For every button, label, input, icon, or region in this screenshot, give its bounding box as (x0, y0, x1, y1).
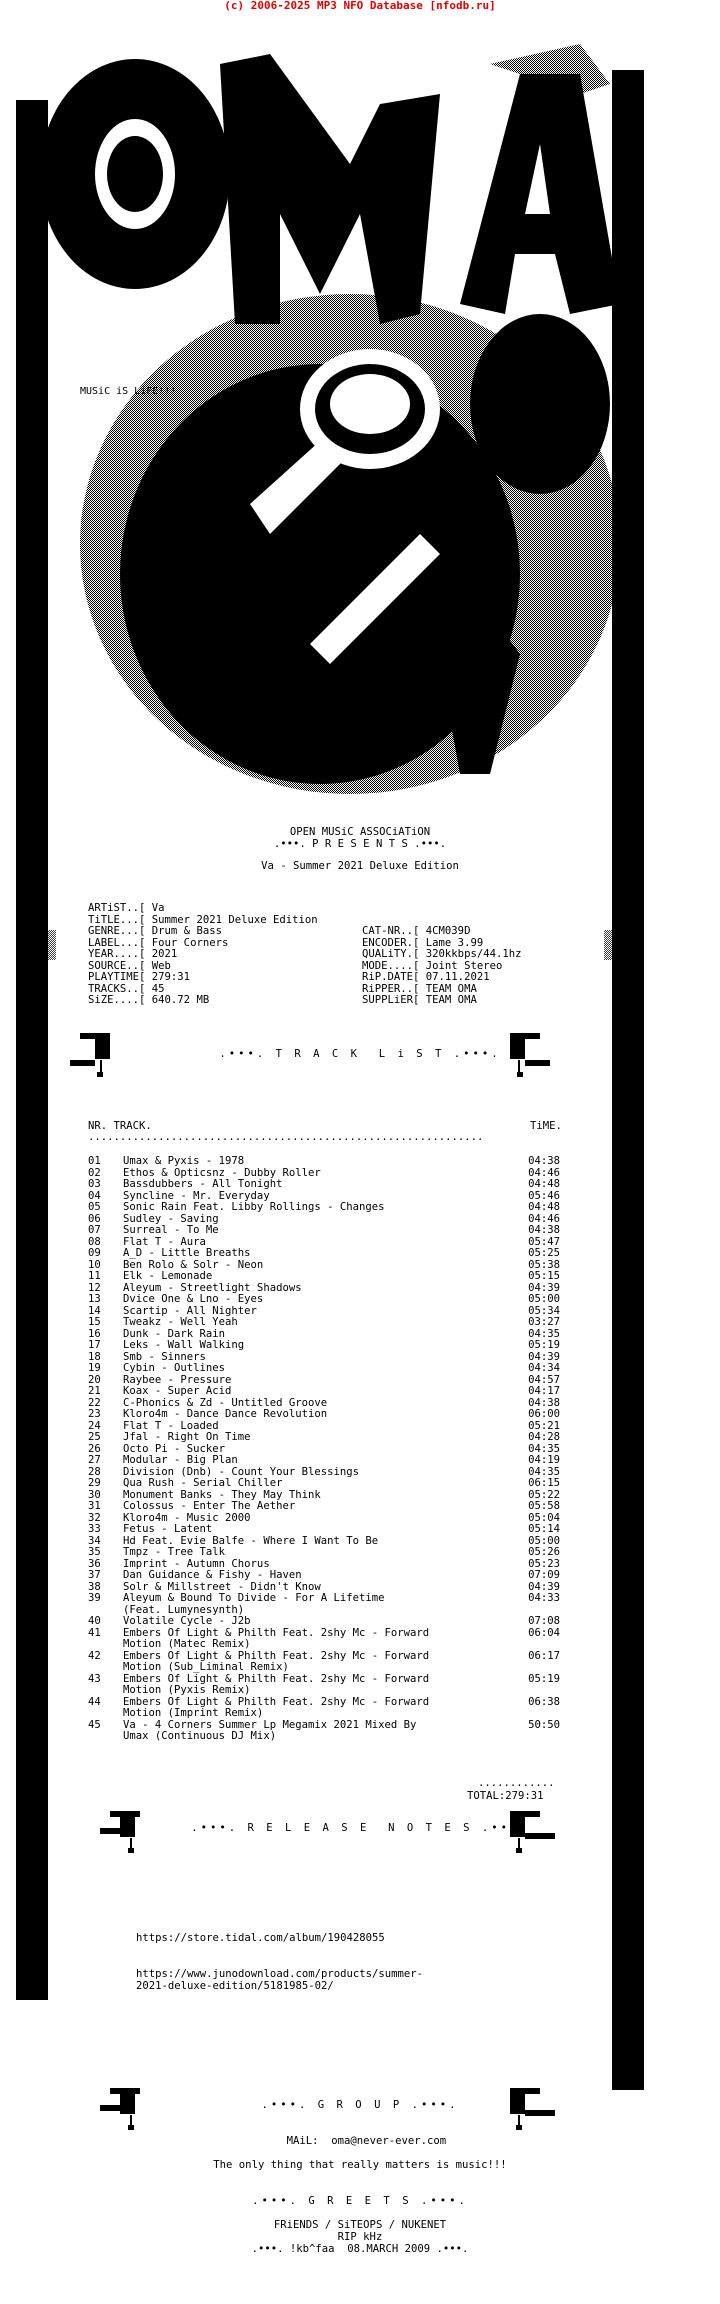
track-row (88, 1248, 560, 1260)
track-time: 04:33 (528, 1592, 560, 1604)
track-title-continued: Motion (Matec Remix) (123, 1638, 251, 1650)
tracklist-col-nr: NR. TRACK. (88, 1120, 152, 1132)
track-title: Octo Pi - Sucker (123, 1442, 226, 1455)
track-title: Ben Rolo & Solr - Neon (123, 1258, 264, 1271)
track-title: Embers Of Light & Philth Feat. 2shy Mc - Forward (123, 1649, 430, 1662)
frame-right-dither (604, 930, 612, 960)
track-time: 05:23 (528, 1557, 560, 1570)
track-title: Dan Guidance & Fishy - Haven (123, 1569, 302, 1581)
track-time: 04:38 (528, 1224, 560, 1236)
track-number: 30 (88, 1488, 101, 1501)
track-number: 42 (88, 1649, 101, 1662)
tracklist-col-time: TiME. (530, 1120, 562, 1132)
track-number: 13 (88, 1293, 101, 1305)
track-title: Umax & Pyxis - 1978 (123, 1155, 245, 1167)
track-number: 44 (88, 1695, 101, 1708)
track-number: 27 (88, 1454, 101, 1466)
track-row-continuation (88, 1731, 560, 1743)
info-value: 4CM039D (425, 925, 471, 937)
track-title: Qua Rush - Serial Chiller (123, 1477, 283, 1489)
info-label: CAT-NR..[ (362, 925, 420, 937)
track-number: 10 (88, 1258, 101, 1271)
track-row (88, 1524, 560, 1536)
greets-heading: .•••. G R E E T S .•••. (252, 2195, 468, 2207)
info-label: PLAYTIME[ (88, 971, 146, 983)
track-title: Raybee - Pressure (123, 1373, 232, 1386)
track-time: 05:14 (528, 1523, 560, 1535)
track-title: Leks - Wall Walking (123, 1339, 245, 1351)
track-time: 04:17 (528, 1385, 560, 1397)
total-playtime: TOTAL:279:31 (467, 1790, 544, 1802)
track-time: 05:58 (528, 1500, 560, 1512)
track-time: 50:50 (528, 1718, 560, 1731)
track-row (88, 1409, 560, 1421)
track-time: 04:39 (528, 1580, 560, 1593)
track-number: 24 (88, 1419, 101, 1432)
track-number: 20 (88, 1373, 101, 1386)
info-left-column (88, 903, 318, 1007)
track-number: 06 (88, 1212, 101, 1225)
track-title: Ethos & Opticsnz - Dubby Roller (123, 1166, 321, 1179)
track-title: Embers Of Light & Philth Feat. 2shy Mc - Forward (123, 1695, 430, 1708)
track-title-continued: (Feat. Lumynesynth) (123, 1603, 245, 1616)
info-row (88, 995, 318, 1007)
track-time: 05:15 (528, 1270, 560, 1282)
track-number: 19 (88, 1362, 101, 1374)
track-row-continuation (88, 1639, 560, 1651)
info-label: QUALiTY.[ (362, 948, 420, 960)
info-value: 640.72 MB (151, 994, 210, 1006)
track-number: 17 (88, 1339, 101, 1351)
track-time: 06:15 (528, 1477, 560, 1489)
track-time: 05:38 (528, 1258, 560, 1271)
track-row (88, 1455, 560, 1467)
track-title: Cybin - Outlines (123, 1362, 226, 1374)
info-label: ARTiST..[ (88, 902, 146, 914)
track-title: Hd Feat. Evie Balfe - Where I Want To Be (123, 1534, 379, 1547)
track-number: 45 (88, 1718, 101, 1731)
track-row-continuation (88, 1708, 560, 1720)
track-number: 12 (88, 1281, 101, 1294)
track-time: 04:38 (528, 1396, 560, 1409)
track-number: 23 (88, 1408, 101, 1420)
track-number: 26 (88, 1442, 101, 1455)
track-time: 05:19 (528, 1672, 560, 1685)
track-number: 09 (88, 1247, 101, 1259)
track-title: Jfal - Right On Time (123, 1431, 251, 1443)
frame-left-dither (48, 930, 56, 960)
track-title: Syncline - Mr. Everyday (123, 1189, 270, 1202)
track-title: Fetus - Latent (123, 1523, 213, 1535)
track-number: 43 (88, 1672, 101, 1685)
info-value: 07.11.2021 (425, 971, 490, 983)
release-notes-heading: .•••. R E L E A S E N O T E S .•••. (191, 1822, 529, 1834)
info-label: RiP.DATE[ (362, 971, 420, 983)
track-row (88, 1478, 560, 1490)
track-title: Dvice One & Lno - Eyes (123, 1293, 264, 1305)
track-time: 05:00 (528, 1534, 560, 1547)
track-number: 38 (88, 1580, 101, 1593)
info-label: TRACKS..[ (88, 982, 146, 995)
track-time: 04:38 (528, 1155, 560, 1167)
track-row (88, 1593, 560, 1605)
track-number: 05 (88, 1201, 101, 1213)
track-row (88, 1225, 560, 1237)
track-title: Flat T - Loaded (123, 1419, 219, 1432)
track-title: Elk - Lemonade (123, 1270, 213, 1282)
track-title: Smb - Sinners (123, 1350, 206, 1363)
track-row (88, 1501, 560, 1513)
track-number: 31 (88, 1500, 101, 1512)
info-value: Lame 3.99 (425, 936, 484, 949)
track-number: 08 (88, 1235, 101, 1248)
track-time: 06:17 (528, 1649, 560, 1662)
track-time: 03:27 (528, 1316, 560, 1328)
oma-logo-art (20, 14, 640, 824)
group-name: OPEN MUSiC ASSOCiATiON (289, 826, 431, 838)
track-time: 04:48 (528, 1178, 560, 1190)
info-value: 2021 (151, 948, 178, 960)
track-number: 21 (88, 1385, 101, 1397)
info-value: TEAM OMA (425, 994, 477, 1006)
presents-line: .•••. P R E S E N T S .•••. (273, 838, 447, 850)
info-label: SiZE....[ (88, 994, 146, 1006)
mail-label: MAiL: (286, 2134, 319, 2147)
release-title: Va - Summer 2021 Deluxe Edition (261, 860, 459, 872)
track-title: Koax - Super Acid (123, 1385, 232, 1397)
track-row (88, 1363, 560, 1375)
track-time: 04:46 (528, 1166, 560, 1179)
info-label: ENCODER.[ (362, 936, 420, 949)
mail-line (0, 2124, 720, 2147)
info-label: LABEL...[ (88, 936, 146, 949)
logo-tagline: MUSiC iS LiFE!!! (80, 386, 177, 397)
track-row (88, 1317, 560, 1329)
track-row (88, 1294, 560, 1306)
track-time: 04:19 (528, 1454, 560, 1466)
track-time: 04:57 (528, 1373, 560, 1386)
greets-line-2: RIP kHz (337, 2231, 383, 2243)
track-title-continued: Motion (Sub_Liminal Remix) (123, 1661, 289, 1673)
track-number: 35 (88, 1546, 101, 1558)
track-title: Embers Of Light & Philth Feat. 2shy Mc - Forward (123, 1626, 430, 1639)
track-time: 06:04 (528, 1626, 560, 1639)
track-title: Sudley - Saving (123, 1212, 219, 1225)
track-title: Flat T - Aura (123, 1235, 206, 1248)
info-label: MODE....[ (362, 959, 420, 972)
track-title: Tmpz - Tree Talk (123, 1546, 226, 1558)
track-title: Imprint - Autumn Chorus (123, 1557, 270, 1570)
info-value: TEAM OMA (425, 982, 477, 995)
track-number: 07 (88, 1224, 101, 1236)
info-value: 320kkbps/44.1hz (425, 948, 522, 960)
track-title: Tweakz - Well Yeah (123, 1316, 238, 1328)
track-time: 07:09 (528, 1569, 560, 1581)
track-title-continued: Motion (Imprint Remix) (123, 1707, 264, 1719)
track-title: Aleyum - Streetlight Shadows (123, 1281, 302, 1294)
info-value: 45 (151, 982, 165, 995)
track-title: Colossus - Enter The Aether (123, 1500, 296, 1512)
track-number: 22 (88, 1396, 101, 1409)
info-value: Va (151, 902, 165, 914)
track-title: Sonic Rain Feat. Libby Rollings - Changes (123, 1201, 385, 1213)
track-title: Scartip - All Nighter (123, 1304, 257, 1317)
track-title: Embers Of Light & Philth Feat. 2shy Mc - Forward (123, 1672, 430, 1685)
track-row (88, 1386, 560, 1398)
track-number: 39 (88, 1592, 101, 1604)
track-title: A_D - Little Breaths (123, 1247, 251, 1259)
info-label: TiTLE...[ (88, 913, 146, 926)
info-label: RiPPER..[ (362, 982, 420, 995)
track-title: Volatile Cycle - J2b (123, 1615, 251, 1627)
track-time: 05:04 (528, 1511, 560, 1524)
track-number: 15 (88, 1316, 101, 1328)
track-title: Division (Dnb) - Count Your Blessings (123, 1465, 359, 1478)
track-time: 04:39 (528, 1281, 560, 1294)
track-row-continuation (88, 1685, 560, 1697)
track-row (88, 1340, 560, 1352)
track-title: Bassdubbers - All Tonight (123, 1178, 283, 1190)
track-time: 04:39 (528, 1350, 560, 1363)
track-time: 05:21 (528, 1419, 560, 1432)
track-number: 18 (88, 1350, 101, 1363)
info-value: Summer 2021 Deluxe Edition (151, 913, 318, 926)
track-title: Aleyum & Bound To Divide - For A Lifetime (123, 1592, 385, 1604)
track-title: C-Phonics & Zd - Untitled Groove (123, 1396, 328, 1409)
track-number: 37 (88, 1569, 101, 1581)
total-divider: ............ (478, 1777, 555, 1789)
info-label: SUPPLiER[ (362, 994, 420, 1006)
track-title: Kloro4m - Music 2000 (123, 1511, 251, 1524)
track-number: 14 (88, 1304, 101, 1317)
greets-line-1: FRiENDS / SiTEOPS / NUKENET (273, 2219, 447, 2231)
track-time: 04:35 (528, 1327, 560, 1340)
track-title: Kloro4m - Dance Dance Revolution (123, 1408, 328, 1420)
track-time: 06:38 (528, 1695, 560, 1708)
tracklist-divider: .............................................................. (88, 1132, 484, 1143)
track-row (88, 1570, 560, 1582)
track-time: 05:25 (528, 1247, 560, 1259)
track-time: 05:46 (528, 1189, 560, 1202)
track-row (88, 1156, 560, 1168)
junodownload-link-continued[interactable]: 2021-deluxe-edition/5181985-02/ (136, 1980, 334, 1992)
track-time: 04:35 (528, 1465, 560, 1478)
group-motto: The only thing that really matters is music!!! (213, 2159, 507, 2171)
track-time: 05:47 (528, 1235, 560, 1248)
track-time: 05:00 (528, 1293, 560, 1305)
track-title-continued: Motion (Pyxis Remix) (123, 1684, 251, 1696)
track-time: 05:22 (528, 1488, 560, 1501)
info-row (362, 995, 521, 1007)
track-time: 05:19 (528, 1339, 560, 1351)
track-number: 28 (88, 1465, 101, 1478)
track-title: Modular - Big Plan (123, 1454, 238, 1466)
track-number: 32 (88, 1511, 101, 1524)
track-row (88, 1432, 560, 1444)
group-heading: .•••. G R O U P .•••. (261, 2099, 459, 2111)
track-number: 04 (88, 1189, 101, 1202)
track-row (88, 1179, 560, 1191)
junodownload-link[interactable]: https://www.junodownload.com/products/summer- (136, 1968, 424, 1980)
track-number: 29 (88, 1477, 101, 1489)
info-label: SOURCE..[ (88, 959, 146, 972)
mail-address-link[interactable]: oma@never-ever.com (331, 2134, 447, 2147)
track-time: 04:48 (528, 1201, 560, 1213)
signature-line: .•••. !kb^faa 08.MARCH 2009 .•••. (251, 2243, 469, 2255)
track-time: 04:34 (528, 1362, 560, 1374)
info-value: Four Corners (151, 936, 229, 949)
track-number: 34 (88, 1534, 101, 1547)
copyright-header: (c) 2006-2025 MP3 NFO Database [nfodb.ru] (224, 0, 496, 12)
track-time: 04:35 (528, 1442, 560, 1455)
track-number: 25 (88, 1431, 101, 1443)
track-number: 40 (88, 1615, 101, 1627)
info-label: YEAR....[ (88, 948, 146, 960)
track-time: 04:46 (528, 1212, 560, 1225)
track-time: 07:08 (528, 1615, 560, 1627)
logo-graphic-icon (20, 14, 640, 824)
track-number: 01 (88, 1155, 101, 1167)
tracklist-heading: .•••. T R A C K L i S T .•••. (219, 1048, 501, 1060)
info-value: Web (151, 959, 171, 972)
track-row (88, 1202, 560, 1214)
track-title: Solr & Millstreet - Didn't Know (123, 1580, 321, 1593)
track-number: 36 (88, 1557, 101, 1570)
track-row (88, 1547, 560, 1559)
track-number: 11 (88, 1270, 101, 1282)
track-number: 33 (88, 1523, 101, 1535)
track-number: 41 (88, 1626, 101, 1639)
track-number: 02 (88, 1166, 101, 1179)
info-right-column (362, 926, 521, 1007)
track-row-continuation (88, 1662, 560, 1674)
track-title: Dunk - Dark Rain (123, 1327, 226, 1340)
info-value: Drum & Bass (151, 925, 222, 937)
track-row (88, 1616, 560, 1628)
info-value: Joint Stereo (425, 959, 503, 972)
track-number: 03 (88, 1178, 101, 1190)
track-title: Monument Banks - They May Think (123, 1488, 321, 1501)
track-title: Surreal - To Me (123, 1224, 219, 1236)
track-time: 05:26 (528, 1546, 560, 1558)
track-time: 04:28 (528, 1431, 560, 1443)
track-title-continued: Umax (Continuous DJ Mix) (123, 1730, 277, 1742)
info-label: GENRE...[ (88, 925, 146, 937)
info-value: 279:31 (151, 971, 191, 983)
track-number: 16 (88, 1327, 101, 1340)
track-time: 05:34 (528, 1304, 560, 1317)
track-title: Va - 4 Corners Summer Lp Megamix 2021 Mixed By (123, 1718, 417, 1731)
track-time: 06:00 (528, 1408, 560, 1420)
tidal-link[interactable]: https://store.tidal.com/album/190428055 (136, 1932, 385, 1944)
track-row (88, 1271, 560, 1283)
